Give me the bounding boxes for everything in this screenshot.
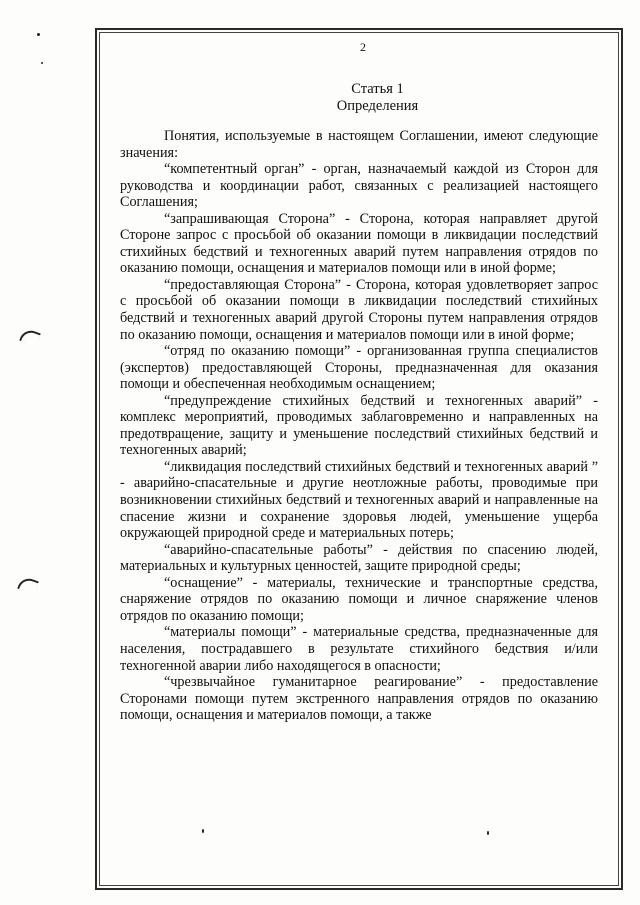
scan-speck [37, 33, 40, 36]
paragraph-assisting-party: “предоставляющая Сторона” - Сторона, которая удовлетворяет запрос с просьбой об оказании помощи в ликвидации последствий стихийных бедствий и техногенных аварий другой Стороны путем направления отрядов по оказанию помощи, оснащения и материалов помощи или в иной форме; [120, 276, 598, 343]
paragraph-rescue-operations: “аварийно-спасательные работы” - действия по спасению людей, материальных и культурных ценностей, защите природной среды; [120, 541, 598, 575]
definitions-body [120, 128, 598, 724]
article-subtitle: Определения [336, 98, 419, 114]
paragraph-competent-authority: “компетентный орган” - орган, назначаемый каждой из Сторон для руководства и координации работ, связанных с реализацией настоящего Соглашения; [120, 161, 598, 211]
paragraph-intro: Понятия, используемые в настоящем Соглашении, имеют следующие значения: [120, 128, 598, 161]
paragraph-equipment: “оснащение” - материалы, технические и транспортные средства, снаряжение отрядов по оказанию помощи и личное снаряжение членов отрядов по оказанию помощи; [120, 574, 598, 624]
paragraph-disaster-response: “ликвидация последствий стихийных бедствий и техногенных аварий ” - аварийно-спасательные и другие неотложные работы, проводимые при возникновении стихийных бедствий и техногенных аварий и направленные на спасение жизни и сохранение здоровья людей, уменьшение ущерба окружающей природной среде и материальных потерь; [120, 458, 598, 542]
paragraph-relief-supplies: “материалы помощи” - материальные средства, предназначенные для населения, пострадавшего в результате стихийного бедствия и/или техногенной аварии либо находящегося в опасности; [120, 624, 598, 674]
scan-speck [487, 831, 489, 835]
page-number: 2 [360, 40, 366, 54]
paragraph-emergency-response: “чрезвычайное гуманитарное реагирование” - предоставление Сторонами помощи путем экстренного направления отрядов по оказанию помощи, оснащения и материалов помощи, а также [120, 674, 598, 724]
article-title: Статья 1 [351, 81, 404, 97]
scan-speck [202, 829, 204, 833]
paragraph-assistance-team: “отряд по оказанию помощи” - организованная группа специалистов (экспертов) предоставляющей Стороны, предназначенная для оказания помощи и обеспеченная необходимым оснащением; [120, 343, 598, 393]
paragraph-disaster-prevention: “предупреждение стихийных бедствий и техногенных аварий” - комплекс мероприятий, проводимых заблаговременно и направленных на предотвращение, защиту и уменьшение последствий стихийных бедствий и техногенных аварий; [120, 392, 598, 459]
scan-speck [41, 62, 43, 64]
paragraph-requesting-party: “запрашивающая Сторона” - Сторона, которая направляет другой Стороне запрос с просьбой об оказании помощи в ликвидации последствий стихийных бедствий и техногенных аварий путем направления отрядов по оказанию помощи, оснащения и материалов помощи или в иной форме; [120, 210, 598, 277]
